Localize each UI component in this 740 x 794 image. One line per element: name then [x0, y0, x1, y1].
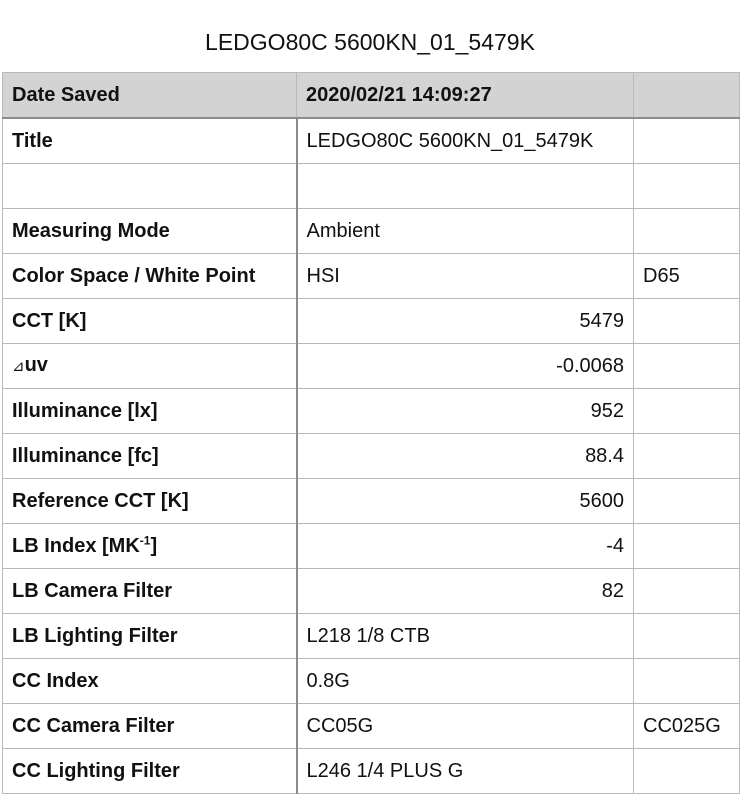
row-label-cell[interactable]: Illuminance [fc] [3, 434, 297, 479]
table-row [3, 344, 740, 389]
measurement-table [2, 72, 740, 794]
header-value-cell[interactable]: 2020/02/21 14:09:27 [297, 73, 634, 119]
table-header-row [3, 73, 740, 119]
lb-index-label-suffix: ] [150, 535, 158, 557]
row-label-cell[interactable]: CC Index [3, 659, 297, 704]
row-label-cell[interactable]: CC Camera Filter [3, 704, 297, 749]
table-row [3, 118, 740, 164]
row-label-cell[interactable]: Measuring Mode [3, 209, 297, 254]
table-row [3, 299, 740, 344]
delta-symbol: ⊿ [12, 358, 25, 375]
row-extra-cell[interactable] [634, 659, 740, 704]
row-value-cell[interactable] [297, 164, 634, 209]
table-row [3, 164, 740, 209]
row-value-cell[interactable]: 0.8G [297, 659, 634, 704]
row-value-cell[interactable]: Ambient [297, 209, 634, 254]
table-row [3, 659, 740, 704]
row-value-cell[interactable]: -0.0068 [297, 344, 634, 389]
row-extra-cell[interactable] [634, 524, 740, 569]
table-row [3, 389, 740, 434]
row-extra-cell[interactable] [634, 479, 740, 524]
table-row [3, 614, 740, 659]
row-label-cell[interactable]: CC Lighting Filter [3, 749, 297, 794]
table-row [3, 704, 740, 749]
table-row [3, 524, 740, 569]
row-value-cell[interactable]: L246 1/4 PLUS G [297, 749, 634, 794]
row-extra-cell[interactable] [634, 569, 740, 614]
duv-label-text: uv [24, 354, 48, 376]
row-value-cell[interactable]: 5600 [297, 479, 634, 524]
document-title: LEDGO80C 5600KN_01_5479K [205, 29, 535, 55]
row-label-cell[interactable] [3, 344, 297, 389]
row-value-cell[interactable]: 5479 [297, 299, 634, 344]
row-label-cell[interactable]: Reference CCT [K] [3, 479, 297, 524]
row-extra-cell[interactable] [634, 389, 740, 434]
lb-index-label-prefix: LB Index [MK [12, 535, 140, 557]
row-extra-cell[interactable] [634, 749, 740, 794]
row-value-cell[interactable]: HSI [297, 254, 634, 299]
row-value-cell[interactable]: 88.4 [297, 434, 634, 479]
row-value-cell[interactable]: 82 [297, 569, 634, 614]
header-extra-cell[interactable] [634, 73, 740, 119]
row-value-cell[interactable]: LEDGO80C 5600KN_01_5479K [297, 118, 634, 164]
row-extra-cell[interactable] [634, 434, 740, 479]
row-extra-cell[interactable] [634, 209, 740, 254]
row-label-cell[interactable] [3, 164, 297, 209]
row-label-cell[interactable]: LB Lighting Filter [3, 614, 297, 659]
row-extra-cell[interactable]: D65 [634, 254, 740, 299]
row-label-cell[interactable]: LB Camera Filter [3, 569, 297, 614]
table-row [3, 749, 740, 794]
row-value-cell[interactable]: -4 [297, 524, 634, 569]
table-row [3, 434, 740, 479]
table-row [3, 479, 740, 524]
row-extra-cell[interactable] [634, 344, 740, 389]
header-label-cell[interactable]: Date Saved [3, 73, 297, 119]
row-extra-cell[interactable] [634, 118, 740, 164]
row-extra-cell[interactable]: CC025G [634, 704, 740, 749]
row-label-cell[interactable]: Illuminance [lx] [3, 389, 297, 434]
table-row [3, 254, 740, 299]
row-value-cell[interactable]: CC05G [297, 704, 634, 749]
lb-index-label-superscript: -1 [139, 533, 151, 548]
table-row [3, 209, 740, 254]
row-extra-cell[interactable] [634, 614, 740, 659]
row-label-cell[interactable]: Color Space / White Point [3, 254, 297, 299]
row-value-cell[interactable]: 952 [297, 389, 634, 434]
row-extra-cell[interactable] [634, 299, 740, 344]
row-label-cell[interactable] [3, 524, 297, 569]
row-value-cell[interactable]: L218 1/8 CTB [297, 614, 634, 659]
row-label-cell[interactable]: CCT [K] [3, 299, 297, 344]
row-label-cell[interactable]: Title [3, 118, 297, 164]
row-extra-cell[interactable] [634, 164, 740, 209]
table-row [3, 569, 740, 614]
